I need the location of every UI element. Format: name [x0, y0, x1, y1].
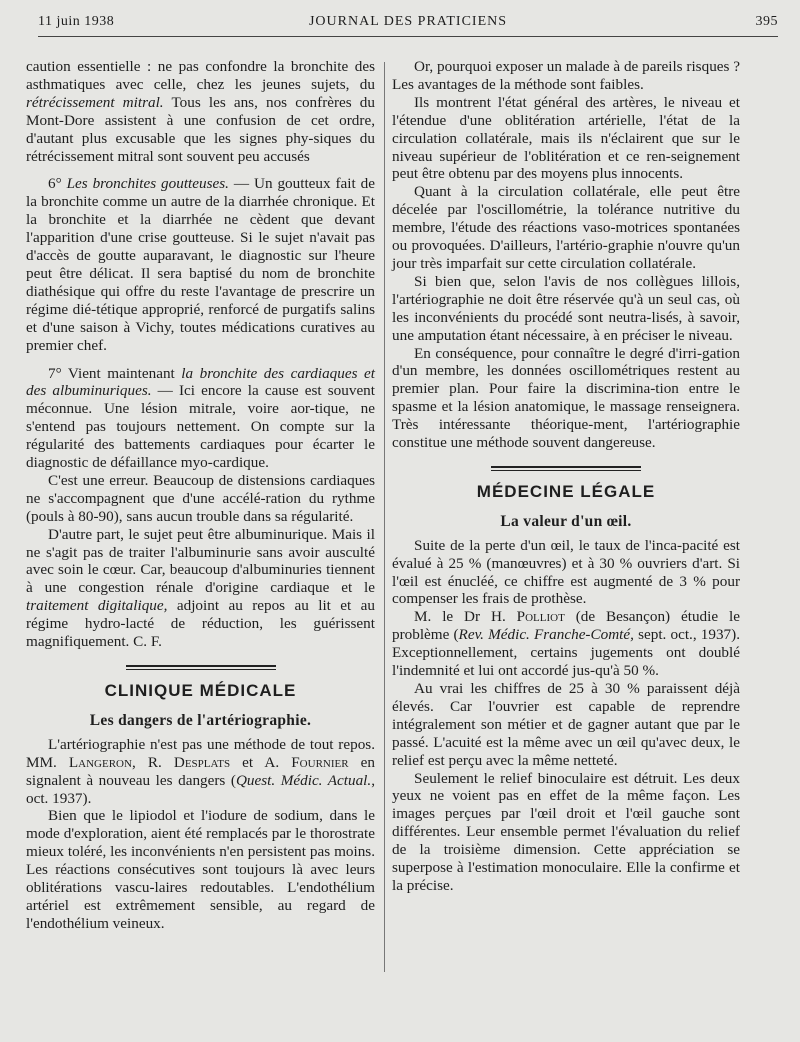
paragraph: 6° Les bronchites goutteuses. — Un goutteux fait de la bronchite comme un autre de la diarrhée chronique. Et la bronchite et la diarrhée ne cèdent que devant l'apparition d'une crise goutteuse. Si le sujet n'avait pas d'accès de goutte auparavant, le diagnostic sur l'heure peut être délicat. Il sera baptisé du nom de bronchite diathésique qui offre du reste l'avantage de prescrire un régime dié-tétique approprié, renforcé de purgatifs salins et d'une saison à Vichy, toutes médications curatives au premier chef.: [26, 175, 375, 354]
column-divider: [384, 62, 385, 972]
paragraph: Au vrai les chiffres de 25 à 30 % paraissent déjà élevés. Car l'ouvrier est capable de reprendre intégralement son métier et de gagner autant que par le passé. L'acuité est la même avec un œil qu'avec deux, le relief est perçu avec la même netteté.: [392, 680, 740, 769]
paragraph: Bien que le lipiodol et l'iodure de sodium, dans le mode d'exploration, aient été remplacés par le thorostrate mieux toléré, les inconvénients n'en persistent pas moins. Les réactions consécutives sont toujours là avec leurs oblitérations vascu-laires redoutables. L'endothélium artériel est extrêmement sensible, au regard de l'endothélium veineux.: [26, 807, 375, 932]
paragraph: M. le Dr H. Polliot (de Besançon) étudie le problème (Rev. Médic. Franche-Comté, sept. oct., 1937). Exceptionnellement, certains jugements ont doublé l'indemnité et lui ont accordé jus-qu'à 50 %.: [392, 608, 740, 680]
article-title: Les dangers de l'artériographie.: [89, 711, 312, 729]
paragraph: C'est une erreur. Beaucoup de distensions cardiaques ne s'accompagnent que d'une accélé-ration du rythme (pouls à 80-90), sans aucun trouble dans sa régularité.: [26, 471, 375, 525]
paragraph: 7° Vient maintenant la bronchite des cardiaques et des albuminuriques. — Ici encore la cause est souvent méconnue. Une lésion mitrale, voire aor-tique, ne s'entend pas toujours nettement. On compte sur la régularité des battements cardiaques pour écarter le diagnostic de défaillance myo-cardique.: [26, 364, 376, 472]
section-rule: [491, 466, 641, 471]
header-rule: [38, 36, 778, 37]
right-column: [392, 58, 740, 895]
header-journal-title: JOURNAL DES PRATICIENS: [308, 14, 508, 29]
paragraph: Suite de la perte d'un œil, le taux de l'inca-pacité est évalué à 25 % (manœuvres) et à 30 % ouvriers d'art. Si l'œil est énucléé, ce chiffre est augmenté de 3 % pour compenser les frais de prothèse.: [392, 536, 740, 608]
paragraph: Quant à la circulation collatérale, elle peut être décelée par l'oscillométrie, la tolérance nutritive du membre, l'étude des réactions vaso-motrices spontanées ou provoquées. D'ailleurs, l'artério-graphie n'ouvre qu'un jour très imparfait sur cette circulation collatérale.: [392, 183, 740, 272]
section-title: CLINIQUE MÉDICALE: [104, 681, 297, 700]
section-rule: [126, 665, 276, 670]
paragraph: L'artériographie n'est pas une méthode de tout repos. MM. Langeron, R. Desplats et A. Fournier en signalent à nouveau les dangers (Quest. Médic. Actual., oct. 1937).: [26, 735, 375, 807]
header-page-number: 395: [755, 14, 778, 29]
paragraph: caution essentielle : ne pas confondre la bronchite des asthmatiques avec celle, chez les jeunes sujets, du rétrécissement mitral. Tous les ans, nos confrères du Mont-Dore assistent à une confusion de cet ordre, d'autant plus excusable que les signes phy-siques du rétrécissement mitral sont souvent peu accusés: [26, 58, 375, 165]
paragraph: Si bien que, selon l'avis de nos collègues lillois, l'artériographie ne doit être réservée qu'à un seul cas, où les inconvénients du procédé sont neutra-lisés, à savoir, une amputation étant nécessaire, à en préciser le niveau.: [392, 272, 740, 344]
paragraph: Ils montrent l'état général des artères, le niveau et l'étendue d'une oblitération artérielle, l'état de la circulation collatérale, mais ils n'éclairent que sur le niveau supérieur de l'oblitération et ce ren-seignement peut être obtenu par des moyens plus innocents.: [392, 93, 740, 183]
paragraph: En conséquence, pour connaître le degré d'irri-gation d'un membre, les données oscillométriques restent au premier plan. Pour faire la discrimina-tion entre le spasme et la lésion anatomique, le massage renseignera. Très intéressante théorique-ment, l'artériographie constitue une méthode souvent dangereuse.: [392, 344, 740, 452]
running-header: [38, 14, 778, 36]
paragraph: Seulement le relief binoculaire est détruit. Les deux yeux ne voient pas en effet de la même façon. Les images perçues par l'œil droit et l'œil gauche sont différentes. Leur ensemble permet l'évaluation du relief de la troisième dimension. Cette appréciation se superpose à l'estimation monoculaire. Elle la confirme et la précise.: [392, 769, 740, 894]
paragraph: Or, pourquoi exposer un malade à de pareils risques ? Les avantages de la méthode sont faibles.: [392, 58, 740, 93]
article-title: La valeur d'un œil.: [500, 512, 632, 530]
paragraph: D'autre part, le sujet peut être albuminurique. Mais il ne s'agit pas de traiter l'albuminurie sans avoir ausculté avec soin le cœur. Car, beaucoup d'albuminuries tiennent à une congestion rénale d'origine cardiaque et le traitement digitalique, adjoint au repos au lit et au régime hydro-lacté de réduction, les guérissent magnifiquement. C. F.: [26, 525, 376, 651]
section-title: MÉDECINE LÉGALE: [476, 481, 656, 501]
header-date: 11 juin 1938: [38, 14, 115, 29]
left-column: [26, 58, 375, 933]
